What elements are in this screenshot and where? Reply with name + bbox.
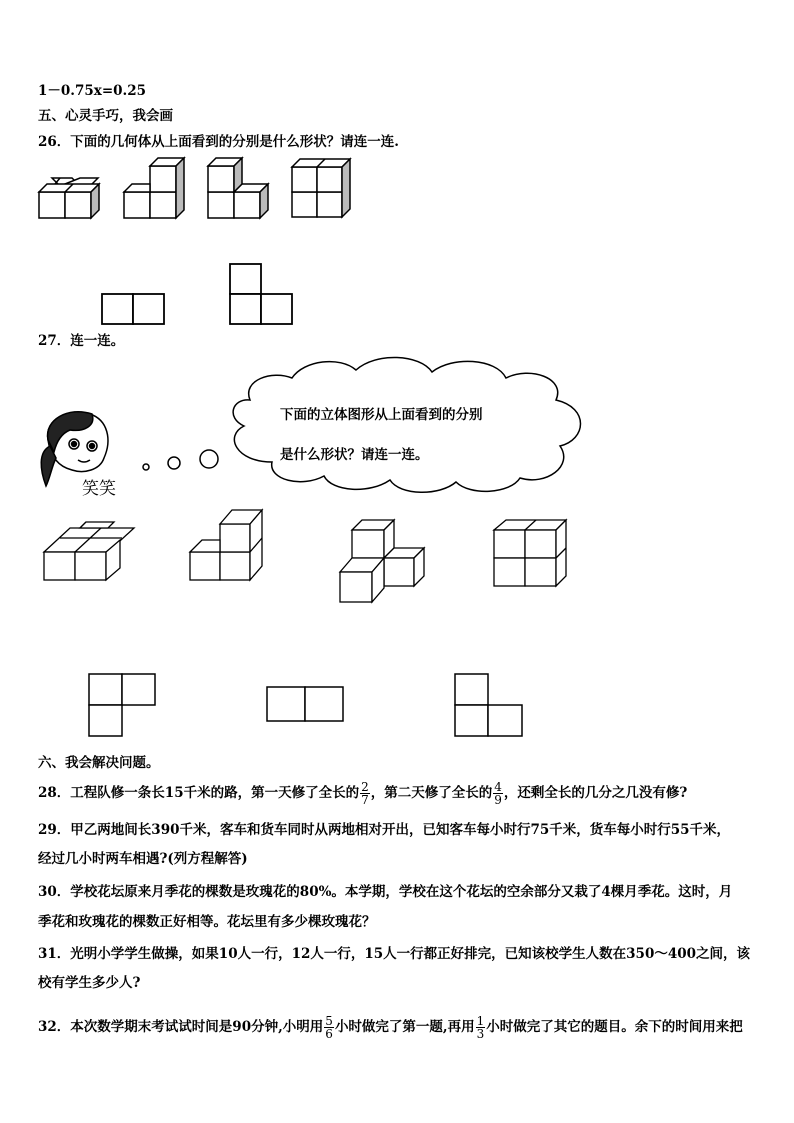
q32-text-a: 本次数学期末考试试时间是90分钟,小明用 xyxy=(70,1019,324,1035)
q27-text: 连一连。 xyxy=(70,333,125,349)
q29-text-1: 甲乙两地间长390千米，客车和货车同时从两地相对开出，已知客车每小时行75千米，货车每小时行55千米， xyxy=(70,822,731,838)
q32-frac1-num: 5 xyxy=(325,1014,333,1028)
q30-line-1 xyxy=(38,886,732,900)
q28-fraction-1 xyxy=(360,781,370,806)
q28-text-b: ，第二天修了全长的 xyxy=(370,785,493,801)
q32-frac2-den: 3 xyxy=(476,1027,485,1041)
q28-fraction-2 xyxy=(493,781,503,806)
section6-heading: 六、我会解决问题。 xyxy=(38,755,160,771)
q27-number: 27． xyxy=(38,333,71,349)
q29-line-1 xyxy=(38,824,730,838)
q31-line-1 xyxy=(38,948,750,962)
q32-number: 32． xyxy=(38,1019,71,1035)
q30-text-1: 学校花坛原来月季花的棵数是玫瑰花的80%。本学期，学校在这个花坛的空余部分又栽了4棵月季花。这时，月 xyxy=(70,884,733,900)
q28-text-c: ，还剩全长的几分之几没有修? xyxy=(503,785,688,801)
q32-frac1-den: 6 xyxy=(325,1027,333,1041)
q32-fraction-1 xyxy=(324,1015,334,1040)
q28 xyxy=(38,781,687,806)
girl-label: 笑笑 xyxy=(82,479,116,499)
q32-fraction-2 xyxy=(476,1015,486,1040)
q28-number: 28． xyxy=(38,785,71,801)
q32-text-b: 小时做完了第一题,再用 xyxy=(334,1019,475,1035)
equation: 1－0.75x=0.25 xyxy=(38,83,147,99)
section5-heading: 五、心灵手巧，我会画 xyxy=(38,108,173,124)
q31-number: 31． xyxy=(38,946,71,962)
q28-frac1-den: 7 xyxy=(361,793,369,807)
q28-frac2-num: 4 xyxy=(494,780,502,794)
q28-frac1-num: 2 xyxy=(361,780,369,794)
q31-text-1: 光明小学学生做操，如果10人一行，12人一行，15人一行都正好排完，已知该校学生人数在350～400之间，该 xyxy=(70,946,751,962)
q30-number: 30． xyxy=(38,884,71,900)
q28-frac2-den: 9 xyxy=(494,793,502,807)
q32-frac2-num: 1 xyxy=(476,1014,485,1028)
q32-text-c: 小时做完了其它的题目。余下的时间用来把 xyxy=(486,1019,743,1035)
q31-line-2: 校有学生多少人? xyxy=(38,975,141,991)
q29-number: 29． xyxy=(38,822,71,838)
cloud-line-1: 下面的立体图形从上面看到的分别 xyxy=(280,407,483,423)
q30-line-2: 季花和玫瑰花的棵数正好相等。花坛里有多少棵玫瑰花？ xyxy=(38,914,376,930)
q29-line-2: 经过几小时两车相遇?(列方程解答) xyxy=(38,851,248,867)
cloud-line-2: 是什么形状？请连一连。 xyxy=(280,447,429,463)
q32 xyxy=(38,1015,743,1040)
q28-text-a: 工程队修一条长15千米的路，第一天修了全长的 xyxy=(70,785,360,801)
q26-number: 26． xyxy=(38,134,71,150)
q26-text: 下面的几何体从上面看到的分别是什么形状？请连一连. xyxy=(70,134,399,150)
